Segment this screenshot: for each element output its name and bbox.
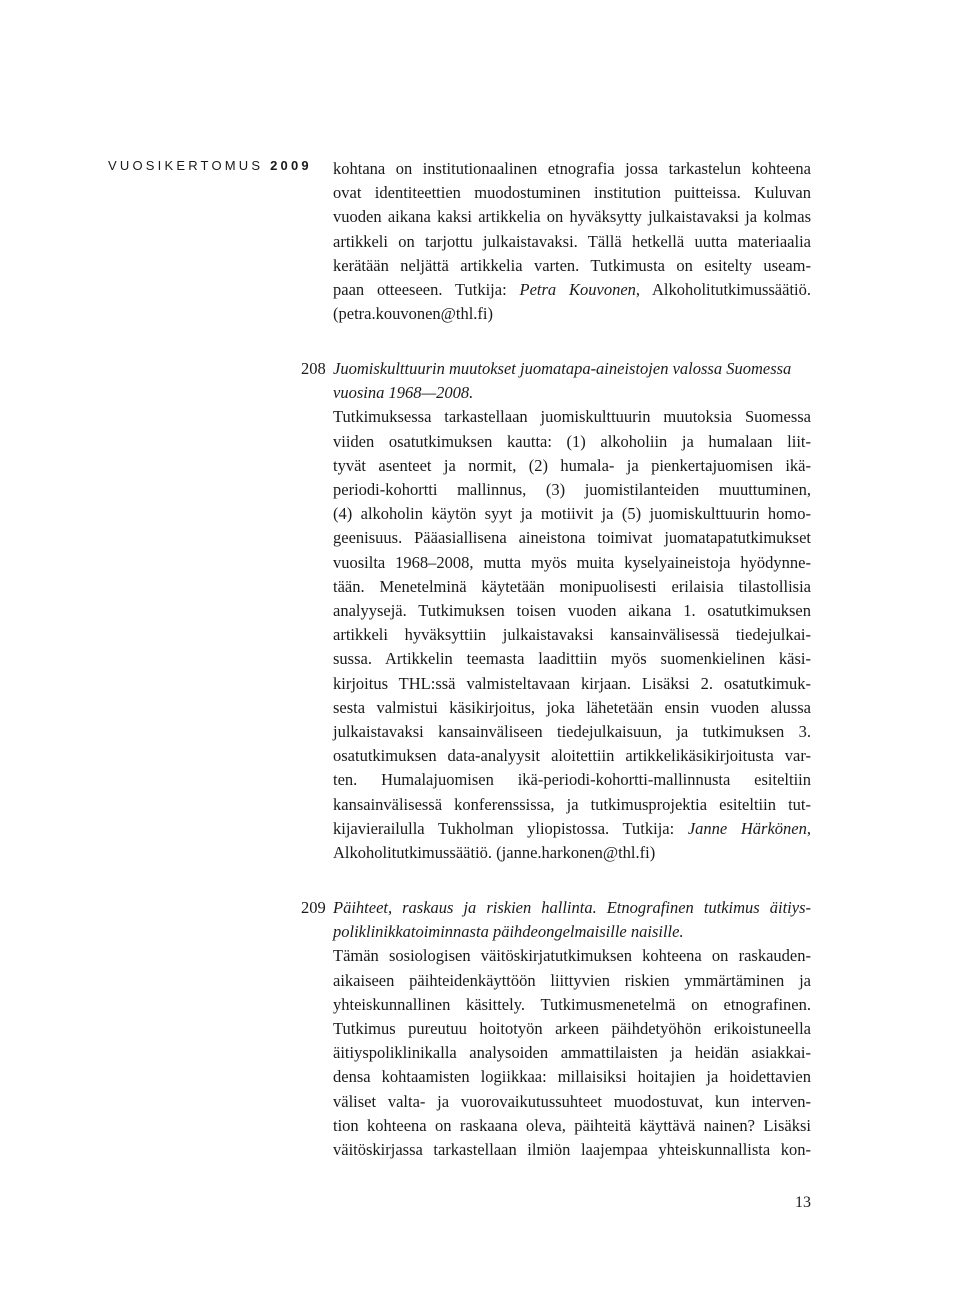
entry-208-body-line: artikkeli hyväksyttiin julkaistavaksi kansainvälisessä tiedejulkai- [333,625,811,645]
entry-209-body-line: Tutkimus pureutuu hoitotyön arkeen päihdetyöhön erikoistuneella [333,1019,811,1039]
entry-209 [333,896,811,1162]
intro-researcher-line [333,278,811,302]
entry-208-body-line: vuosilta 1968–2008, mutta myös muita kyselyaineistoja hyödynne- [333,552,811,572]
running-head-label: VUOSIKERTOMUS [108,158,264,173]
entry-209-body-line: aikaiseen päihteidenkäyttöön liittyvien riskien ymmärtäminen ja [333,970,811,990]
entry-209-title-line: Päihteet, raskaus ja riskien hallinta. Etnografinen tutkimus äitiys- [333,898,811,917]
entry-208-researcher-line-end: , [806,818,811,838]
entry-208-title-line: Juomiskulttuurin muutokset juomatapa-aineistojen valossa Suomessa [333,359,792,378]
entry-208-researcher-name: Janne Härkönen [687,818,807,838]
entry-208-title-line: vuosina 1968—2008. [333,383,474,403]
intro-line: artikkeli on tarjottu julkaistavaksi. Tällä hetkellä uutta materiaalia [333,231,811,251]
intro-line: ovat identiteettien muodostuminen institution puitteissa. Kuluvan [333,183,811,203]
entry-209-body-line: yhteiskunnallinen käsittely. Tutkimusmenetelmä on etnografinen. [333,994,811,1014]
entry-209-body-line: väliset valta- ja vuorovaikutussuhteet muodostuvat, kun interven- [333,1091,811,1111]
entry-209-body-line: äitiyspoliklinikalla analysoiden ammattilaisten ja heidän asiakkai- [333,1043,811,1063]
entry-208 [333,357,811,865]
intro-paragraph [333,157,811,326]
intro-researcher-line-start: paan otteeseen. Tutkija: [333,280,520,300]
entry-208-body-line: geenisuus. Pääasiallisena aineistona toimivat juomatapatutkimukset [333,528,811,548]
entry-208-body-line: sussa. Artikkelin teemasta laadittiin myös suomenkielinen käsi- [333,649,811,669]
entry-208-researcher-line [333,817,811,841]
entry-208-body-line: viiden osatutkimuksen kautta: (1) alkoholiin ja humalaan liit- [333,431,811,451]
intro-line: kerätään neljättä artikkelia varten. Tutkimusta on esitelty useam- [333,255,811,275]
entry-208-body-line: analyysejä. Tutkimuksen toisen vuoden aikana 1. osatutkimuksen [333,601,811,621]
entry-208-body-line: kansainvälisessä konferenssissa, ja tutkimusprojektia esiteltiin tut- [333,794,811,814]
entry-208-body-line: tään. Menetelminä käytetään monipuolisesti erilaisia tilastollisia [333,576,811,596]
entry-208-researcher-line-start: kijavierailulla Tukholman yliopistossa. Tutkija: [333,818,688,838]
entry-208-body-line: sesta valmistui käsikirjoitus, joka lähetetään ensin vuoden alussa [333,697,811,717]
entry-number-209: 209 [301,898,326,917]
intro-email-line: (petra.kouvonen@thl.fi) [333,304,493,324]
entry-209-body-line: tion kohteena on raskaana oleva, päihteitä käyttävä nainen? Lisäksi [333,1115,811,1135]
intro-line: vuoden aikana kaksi artikkelia on hyväksytty julkaistavaksi ja kolmas [333,207,811,227]
entry-208-body-line: kirjoitus THL:ssä valmisteltavaan kirjaan. Lisäksi 2. osatutkimuk- [333,673,811,693]
running-head-year: 2009 [270,158,312,173]
running-head [108,158,312,173]
entry-208-body-line: periodi-kohortti mallinnus, (3) juomistilanteiden muuttuminen, [333,480,811,500]
entry-208-last-line: Alkoholitutkimussäätiö. (janne.harkonen@thl.fi) [333,843,656,863]
entry-208-body-line: tyvät asenteet ja normit, (2) humala- ja pienkertajuomisen ikä- [333,455,811,475]
intro-line: kohtana on institutionaalinen etnografia jossa tarkastelun kohteena [333,159,811,178]
page-number: 13 [795,1194,811,1211]
intro-researcher-name: Petra Kouvonen [519,280,636,300]
entry-209-title-line: poliklinikkatoiminnasta päihdeongelmaisille naisille. [333,922,684,942]
entry-209-body-line: densa kohtaamisten logiikkaa: millaisiksi hoitajien ja hoidettavien [333,1067,811,1087]
entry-208-body-line: julkaistavaksi kansainväliseen tiedejulkaisuun, ja tutkimuksen 3. [333,722,811,742]
entry-number-208: 208 [301,359,326,378]
entry-209-body-line: väitöskirjassa tarkastellaan ilmiön laajempaa yhteiskunnallista kon- [333,1140,811,1160]
entry-208-body-line: osatutkimuksen data-analyysit aloitettiin artikkelikäsikirjoitusta var- [333,746,811,766]
entry-208-body-line: (4) alkoholin käytön syyt ja motiivit ja (5) juomiskulttuurin homo- [333,504,811,524]
intro-researcher-org: , Alkoholitutkimussäätiö. [635,280,811,300]
entry-208-body-line: Tutkimuksessa tarkastellaan juomiskulttuurin muutoksia Suomessa [333,407,811,427]
entry-209-body-line: Tämän sosiologisen väitöskirjatutkimuksen kohteena on raskauden- [333,946,811,966]
entry-208-body-line: ten. Humalajuomisen ikä-periodi-kohortti-mallinnusta esiteltiin [333,770,811,790]
